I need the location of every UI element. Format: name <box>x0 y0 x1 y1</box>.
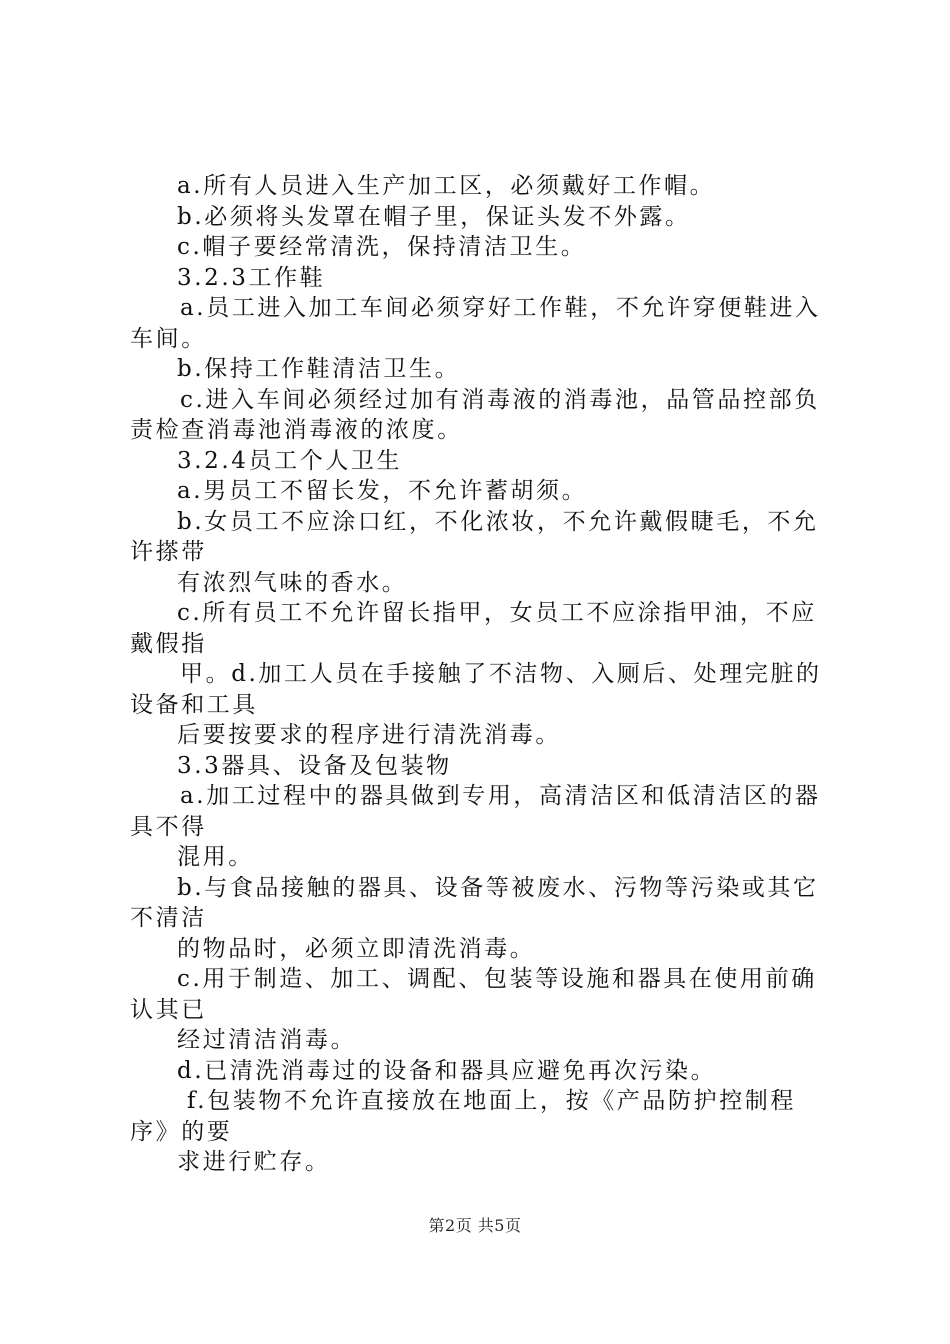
text-line: c.进入车间必须经过加有消毒液的消毒池，品管品控部负 <box>180 386 820 413</box>
text-line: 具不得 <box>130 813 207 840</box>
text-line: c.帽子要经常清洗，保持清洁卫生。 <box>177 234 587 260</box>
text-line: 车间。 <box>130 325 207 352</box>
text-line: c.用于制造、加工、调配、包装等设施和器具在使用前确 <box>177 966 817 992</box>
text-line: 序》的要 <box>130 1118 233 1145</box>
text-line: 责检查消毒池消毒液的浓度。 <box>130 417 463 443</box>
text-line: 许搽带 <box>130 539 207 565</box>
text-line: 后要按要求的程序进行清洗消毒。 <box>177 722 561 748</box>
text-line: 甲。d.加工人员在手接触了不洁物、入厕后、处理完脏的 <box>180 661 822 687</box>
text-line: a.加工过程中的器具做到专用，高清洁区和低清洁区的器 <box>180 783 821 809</box>
text-line: 设备和工具 <box>130 691 258 718</box>
text-line: b.保持工作鞋清洁卫生。 <box>177 356 461 382</box>
text-line: b.必须将头发罩在帽子里，保证头发不外露。 <box>177 203 691 230</box>
text-line: 3.3器具、设备及包装物 <box>177 752 452 779</box>
text-line: f.包装物不允许直接放在地面上，按《产品防护控制程 <box>187 1088 797 1114</box>
page-footer: 第2页 共5页 <box>428 1216 522 1235</box>
text-line: a.所有人员进入生产加工区，必须戴好工作帽。 <box>177 173 716 199</box>
text-line: 认其已 <box>130 996 207 1023</box>
text-line: a.男员工不留长发，不允许蓄胡须。 <box>177 478 588 504</box>
text-line: c.所有员工不允许留长指甲，女员工不应涂指甲油，不应 <box>177 600 817 626</box>
text-line: 不清洁 <box>130 905 207 931</box>
text-line: b.与食品接触的器具、设备等被废水、污物等污染或其它 <box>177 874 819 901</box>
text-line: d.已清洗消毒过的设备和器具应避免再次污染。 <box>177 1057 717 1084</box>
text-line: b.女员工不应涂口红，不化浓妆，不允许戴假睫毛，不允 <box>177 508 819 535</box>
text-line: 经过清洁消毒。 <box>177 1027 357 1053</box>
text-line: 的物品时，必须立即清洗消毒。 <box>177 935 536 962</box>
text-line: 戴假指 <box>130 630 207 657</box>
text-line: 混用。 <box>177 844 254 870</box>
text-line: a.员工进入加工车间必须穿好工作鞋，不允许穿便鞋进入 <box>180 295 821 321</box>
text-line: 求进行贮存。 <box>177 1149 331 1175</box>
text-line: 有浓烈气味的香水。 <box>177 569 408 596</box>
text-line: 3.2.4员工个人卫生 <box>177 447 403 474</box>
text-line: 3.2.3工作鞋 <box>177 264 326 291</box>
